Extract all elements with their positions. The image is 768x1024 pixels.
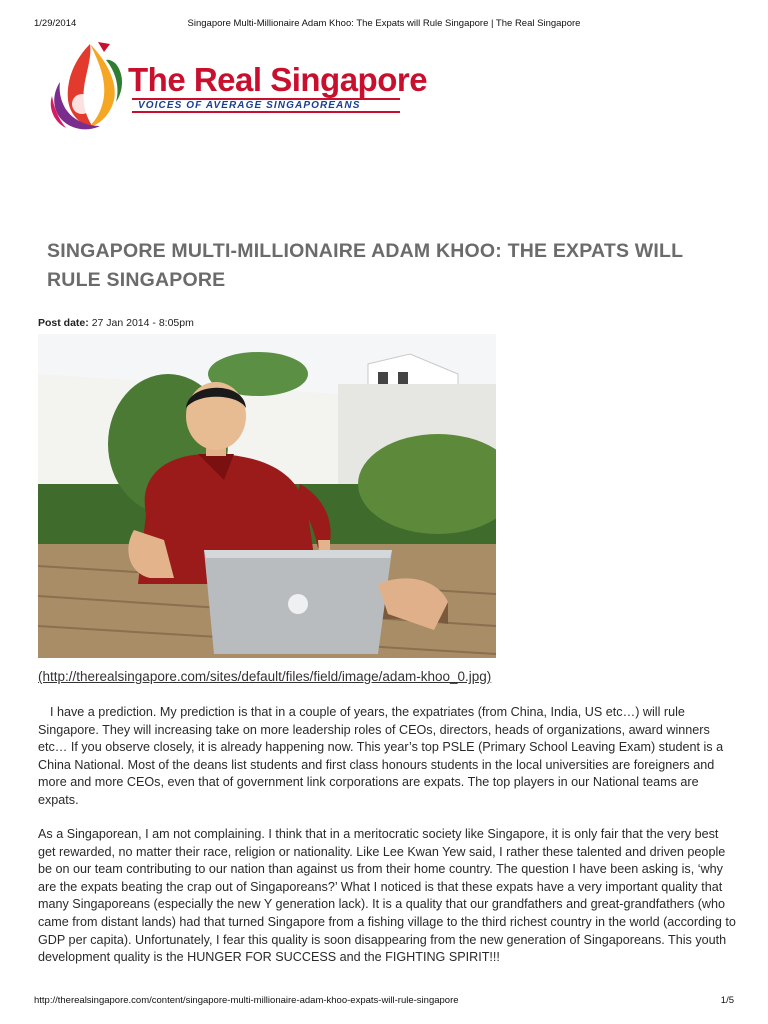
article-paragraph-2: As a Singaporean, I am not complaining. I think that in a meritocratic society like Singapore, it is only fair that the very best get rewarded, no matter their race, religion or nationality. Like Lee Kwan Yew said, I rather these talented and driven people be on our team contributing to our nation than against us from their home country. The question I have been asking is, ‘why are the expats beating the crap out of Singaporeans?’ What I noticed is that these expats have a very important quality that many Singaporeans (especially the new Y generation lack). It is a quality that our grandfathers and great-grandfathers (who came from distant lands) had that turned Singapore from a fishing village to the third richest country in the world (according to GDP per capita). Unfortunately, I fear this quality is soon disappearing from the new generation of Singaporeans. This youth development quality is the HUNGER FOR SUCCESS and the FIGHTING SPIRIT!!! <box>38 827 736 965</box>
article-photo <box>38 334 496 658</box>
image-source-link[interactable]: (http://therealsingapore.com/sites/default/files/field/image/adam-khoo_0.jpg) <box>38 669 492 684</box>
post-date-label: Post date: <box>38 317 89 329</box>
post-date <box>38 316 194 330</box>
article-paragraph-1: I have a prediction. My prediction is that in a couple of years, the expatriates (from China, India, US etc…) will rule Singapore. They will increasing take on more leadership roles of CEOs, directors, heads of organizations, award winners etc… If you observe closely, it is already happening now. This year’s top PSLE (Primary School Leaving Exam) student is a China National. Most of the deans list students and first class honours students in the local universities are foreigners and more and more CEOs, even that of government link corporations are expats. The top players in our National teams are expats. <box>38 705 724 807</box>
print-footer <box>34 994 734 1008</box>
print-header <box>34 17 734 31</box>
brand-name: The Real Singapore <box>128 61 428 98</box>
article-title: SINGAPORE MULTI-MILLIONAIRE ADAM KHOO: THE EXPATS WILL RULE SINGAPORE <box>47 240 683 291</box>
print-document-title: Singapore Multi-Millionaire Adam Khoo: The Expats will Rule Singapore | The Real Singapore <box>187 18 581 29</box>
post-date-value: 27 Jan 2014 - 8:05pm <box>91 317 194 329</box>
print-page-number: 1/5 <box>720 995 734 1006</box>
logo-swirl-icon <box>46 38 136 132</box>
print-page-url: http://therealsingapore.com/content/singapore-multi-millionaire-adam-khoo-expats-will-rule-singapore <box>34 995 459 1006</box>
site-logo[interactable] <box>46 38 428 132</box>
print-date: 1/29/2014 <box>34 18 77 29</box>
photo-illustration <box>38 334 496 658</box>
brand-tagline: VOICES OF AVERAGE SINGAPOREANS <box>138 100 361 111</box>
